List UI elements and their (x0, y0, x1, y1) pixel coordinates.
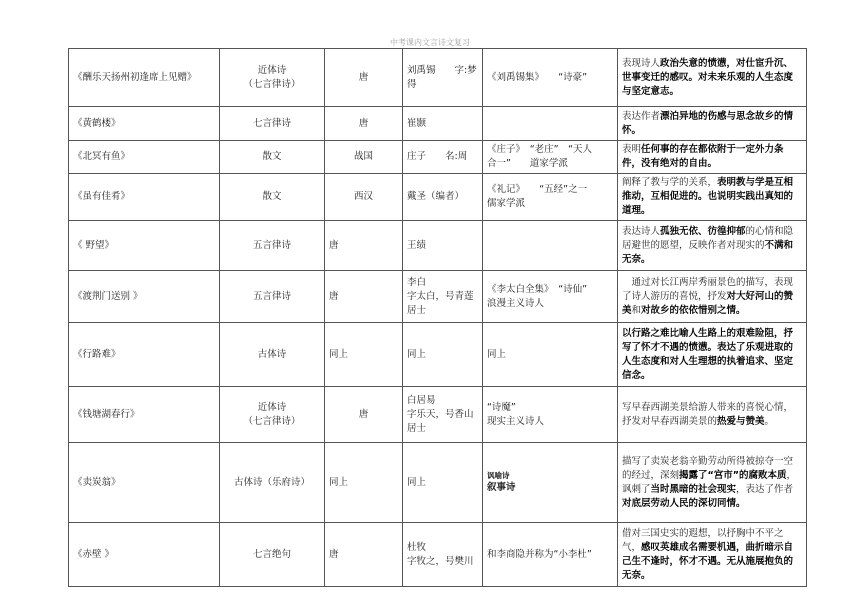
theme-text: ，表达了作者 (736, 483, 794, 495)
genre-cell (220, 523, 325, 587)
theme-highlight: 政治失意的愤懑，对仕宦升沉、世事变迁的感叹。对未来乐观的人生态度与坚定意志。 (622, 57, 794, 97)
genre-line: 散文 (262, 151, 282, 162)
poetry-review-table (68, 48, 807, 587)
title-cell: 《北冥有鱼》 (69, 141, 220, 174)
work-line: 《刘禹锡集》 “诗豪” (487, 71, 588, 83)
genre-cell (220, 174, 325, 221)
title-cell: 《 野望》 (69, 221, 220, 271)
page-header: 中考课内文言诗文复习 (390, 38, 470, 47)
dynasty-cell: 唐 (325, 387, 403, 443)
work-cell (483, 141, 618, 174)
table-row (69, 523, 807, 587)
genre-line: 古体诗 (257, 348, 287, 360)
work-line: 现实主义诗人 (487, 415, 545, 427)
theme-cell (618, 141, 807, 174)
theme-highlight: 不满和无奈。 (622, 239, 794, 265)
work-cell (483, 443, 618, 523)
title-cell: 《赤壁 》 (69, 523, 220, 587)
theme-highlight: 任何事的存在都依附于一定外力条件，没有绝对的自由。 (622, 144, 784, 169)
work-cell (483, 107, 618, 141)
genre-line: 近体诗 (257, 401, 287, 413)
work-line: “诗魔” (487, 401, 516, 413)
author-line: 白居易 (407, 394, 436, 406)
theme-text: 阐释了教与学的关系， (622, 177, 718, 188)
theme-cell (618, 107, 807, 141)
author-line: 李白 (407, 276, 427, 288)
author-line: 字牧之，号樊川 (407, 555, 474, 567)
theme-highlight: 热爱与赞美 (717, 415, 765, 427)
theme-cell (618, 174, 807, 221)
author-line: 居士 (407, 422, 427, 434)
dynasty-cell: 唐 (325, 271, 403, 323)
work-line: 《庄子》 “老庄” “天人 (487, 144, 593, 155)
work-cell (483, 174, 618, 221)
theme-text: 表明 (622, 144, 642, 155)
theme-cell (618, 49, 807, 107)
theme-cell (618, 221, 807, 271)
work-cell (483, 49, 618, 107)
dynasty-cell: 战国 (325, 141, 403, 174)
theme-highlight: 孤独无依、彷徨抑郁 (660, 225, 746, 237)
genre-cell (220, 387, 325, 443)
theme-text: 表现诗人 (622, 57, 661, 69)
work-line: 《礼记》 “五经”之一 (487, 184, 588, 195)
theme-text: 。 (764, 415, 775, 427)
genre-line: 七言律诗 (252, 117, 291, 129)
genre-line: 古体诗（乐府诗） (233, 476, 310, 488)
theme-text: 和 (631, 304, 642, 316)
table-row (69, 443, 807, 523)
genre-line: 散文 (262, 191, 282, 202)
author-line: 同上 (407, 476, 427, 488)
genre-line: 七言绝句 (252, 548, 291, 560)
theme-text: 表达诗人 (622, 225, 661, 237)
dynasty-cell: 唐 (325, 49, 403, 107)
work-line: 讽喻诗 (487, 470, 510, 480)
author-cell (403, 174, 483, 221)
theme-text: 写早春西湖美景给游人带来的喜悦心情，抒发对早春西湖美景的 (622, 401, 794, 427)
dynasty-cell: 唐 (325, 107, 403, 141)
theme-highlight: 对故乡的依依惜别之情。 (641, 304, 746, 316)
author-line: 字乐天，号香山 (407, 408, 474, 420)
table-row (69, 49, 807, 107)
theme-text: 的心情和隐居避世的愿望，反映作者对现实的 (622, 225, 794, 251)
author-line: 得 (407, 78, 417, 90)
theme-text: 表达作者 (622, 110, 661, 122)
theme-text: ，讽刺了 (622, 469, 797, 495)
work-cell (483, 323, 618, 387)
dynasty-cell: 唐 (325, 221, 403, 271)
author-line: 居士 (407, 304, 427, 316)
work-line: 浪漫主义诗人 (487, 297, 545, 309)
author-cell (403, 221, 483, 271)
author-cell (403, 323, 483, 387)
author-line: 戴圣（编者） (407, 191, 465, 202)
dynasty-cell: 同上 (325, 443, 403, 523)
genre-cell (220, 323, 325, 387)
genre-line: 近体诗 (257, 64, 287, 76)
author-cell (403, 387, 483, 443)
theme-text: 描写了卖炭老翁辛勤劳动所得被掠夺一空的经过，深刻 (622, 455, 794, 481)
theme-highlight: 当时黑暗的社会现实 (650, 483, 737, 495)
author-line: 刘禹锡 字:梦 (407, 64, 477, 76)
author-line: 崔颢 (407, 117, 427, 129)
theme-cell (618, 443, 807, 523)
dynasty-cell: 同上 (325, 323, 403, 387)
theme-cell (618, 323, 807, 387)
genre-line: 五言律诗 (252, 290, 291, 302)
theme-cell (618, 523, 807, 587)
title-cell: 《钱塘湖春行》 (69, 387, 220, 443)
author-cell (403, 141, 483, 174)
work-cell (483, 271, 618, 323)
theme-cell (618, 271, 807, 323)
theme-highlight: 以行路之难比喻人生路上的艰难险阻，抒写了怀才不遇的愤懑。表达了乐观进取的人生态度和对人生理想的执着追求、坚定信念。 (622, 327, 794, 381)
work-line: 儒家学派 (487, 198, 526, 209)
theme-highlight: 对底层劳动人民的深切同情。 (622, 497, 746, 509)
theme-text: 借对三国史实的遐想，以抒胸中不平之气， (622, 527, 784, 553)
theme-highlight: 揭露了“宫市”的腐败本质 (679, 469, 787, 481)
genre-cell (220, 49, 325, 107)
work-cell (483, 523, 618, 587)
work-line: 《李太白全集》 “诗仙” (487, 283, 588, 295)
table-row (69, 387, 807, 443)
dynasty-cell: 唐 (325, 523, 403, 587)
genre-line: （七言律诗） (243, 78, 301, 90)
author-cell (403, 107, 483, 141)
author-cell (403, 49, 483, 107)
genre-cell (220, 443, 325, 523)
author-cell (403, 271, 483, 323)
table-row (69, 174, 807, 221)
work-line: 合一” 道家学派 (487, 158, 568, 169)
theme-text: 通过对长江两岸秀丽景色的描写，表现了诗人游历的喜悦，抒发 (622, 276, 794, 302)
title-cell: 《渡荆门送别 》 (69, 271, 220, 323)
work-cell (483, 387, 618, 443)
genre-cell (220, 107, 325, 141)
table-row (69, 141, 807, 174)
theme-cell (618, 387, 807, 443)
author-line: 王绩 (407, 239, 427, 251)
title-cell: 《虽有佳肴》 (69, 174, 220, 221)
table-row (69, 107, 807, 141)
genre-line: （七言律诗） (243, 415, 301, 427)
genre-line: 五言律诗 (252, 239, 291, 251)
dynasty-cell: 西汉 (325, 174, 403, 221)
genre-cell (220, 141, 325, 174)
genre-cell (220, 271, 325, 323)
author-cell (403, 443, 483, 523)
work-line: 叙事诗 (487, 481, 516, 493)
theme-highlight: 漂泊异地的伤感与思念故乡的情怀。 (622, 110, 794, 136)
table-row (69, 323, 807, 387)
author-line: 庄子 名:周 (407, 151, 468, 162)
work-cell (483, 221, 618, 271)
title-cell: 《黄鹤楼》 (69, 107, 220, 141)
table-row (69, 221, 807, 271)
author-line: 同上 (407, 348, 427, 360)
work-line: 同上 (487, 348, 507, 360)
work-line: 和李商隐并称为“小李杜” (487, 548, 592, 560)
title-cell: 《酬乐天扬州初逢席上见赠》 (69, 49, 220, 107)
theme-highlight: 对大好河山的赞美 (622, 290, 794, 316)
genre-cell (220, 221, 325, 271)
title-cell: 《卖炭翁》 (69, 443, 220, 523)
title-cell: 《行路难》 (69, 323, 220, 387)
author-line: 字太白，号青莲 (407, 290, 474, 302)
theme-highlight: 表明教与学是互相推动，互相促进的。也说明实践出真知的道理。 (622, 177, 794, 216)
theme-highlight: 感叹英雄成名需要机遇，曲折暗示自己生不逢时，怀才不遇。无从施展抱负的无奈。 (622, 541, 794, 581)
table-row (69, 271, 807, 323)
author-cell (403, 523, 483, 587)
author-line: 杜牧 (407, 541, 427, 553)
